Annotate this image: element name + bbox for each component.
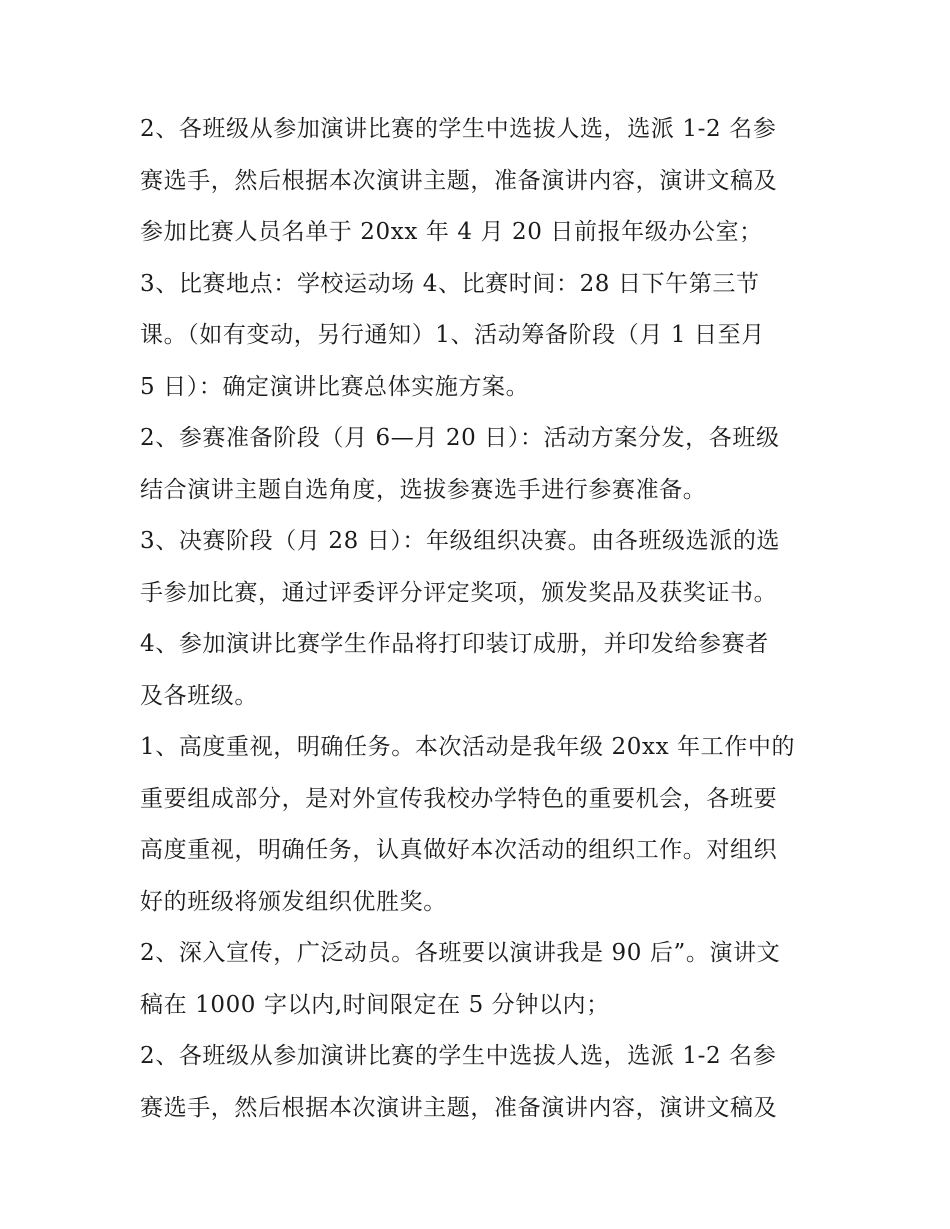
text-line-11: 4、参加演讲比赛学生作品将打印装订成册，并印发给参赛者 [140, 631, 769, 657]
text-line-10: 手参加比赛，通过评委评分评定奖项，颁发奖品及获奖证书。 [140, 579, 778, 606]
text-line-2: 赛选手，然后根据本次演讲主题，准备演讲内容，演讲文稿及 [140, 167, 778, 194]
document-body [140, 104, 830, 1134]
text-line-17: 2、深入宣传，广泛动员。各班要以演讲我是 90 后”。演讲文 [140, 940, 781, 966]
text-line-13: 1、高度重视，明确任务。本次活动是我年级 20xx 年工作中的 [140, 734, 796, 760]
text-line-1: 2、各班级从参加演讲比赛的学生中选拔人选，选派 1-2 名参 [140, 116, 777, 142]
text-line-6: 5 日）：确定演讲比赛总体实施方案。 [140, 373, 530, 400]
text-line-4: 3、比赛地点：学校运动场 4、比赛时间：28 日下午第三节 [140, 270, 760, 297]
text-line-14: 重要组成部分，是对外宣传我校办学特色的重要机会，各班要 [140, 785, 778, 812]
text-line-12: 及各班级。 [140, 682, 258, 709]
text-line-7: 2、参赛准备阶段（月 6—月 20 日）：活动方案分发，各班级 [140, 425, 780, 451]
text-line-19: 2、各班级从参加演讲比赛的学生中选拔人选，选派 1-2 名参 [140, 1043, 777, 1069]
text-line-15: 高度重视，明确任务，认真做好本次活动的组织工作。对组织 [140, 837, 778, 863]
text-line-5: 课。（如有变动，另行通知）1、活动筹备阶段（月 1 日至月 [140, 322, 765, 348]
text-line-3: 参加比赛人员名单于 20xx 年 4 月 20 日前报年级办公室； [140, 219, 763, 245]
text-line-20: 赛选手，然后根据本次演讲主题，准备演讲内容，演讲文稿及 [140, 1094, 778, 1121]
text-line-9: 3、决赛阶段（月 28 日）：年级组织决赛。由各班级选派的选 [140, 528, 781, 554]
text-line-8: 结合演讲主题自选角度，选拔参赛选手进行参赛准备。 [140, 476, 707, 503]
text-line-16: 好的班级将颁发组织优胜奖。 [140, 888, 447, 915]
text-line-18: 稿在 1000 字以内,时间限定在 5 分钟以内； [140, 991, 610, 1018]
